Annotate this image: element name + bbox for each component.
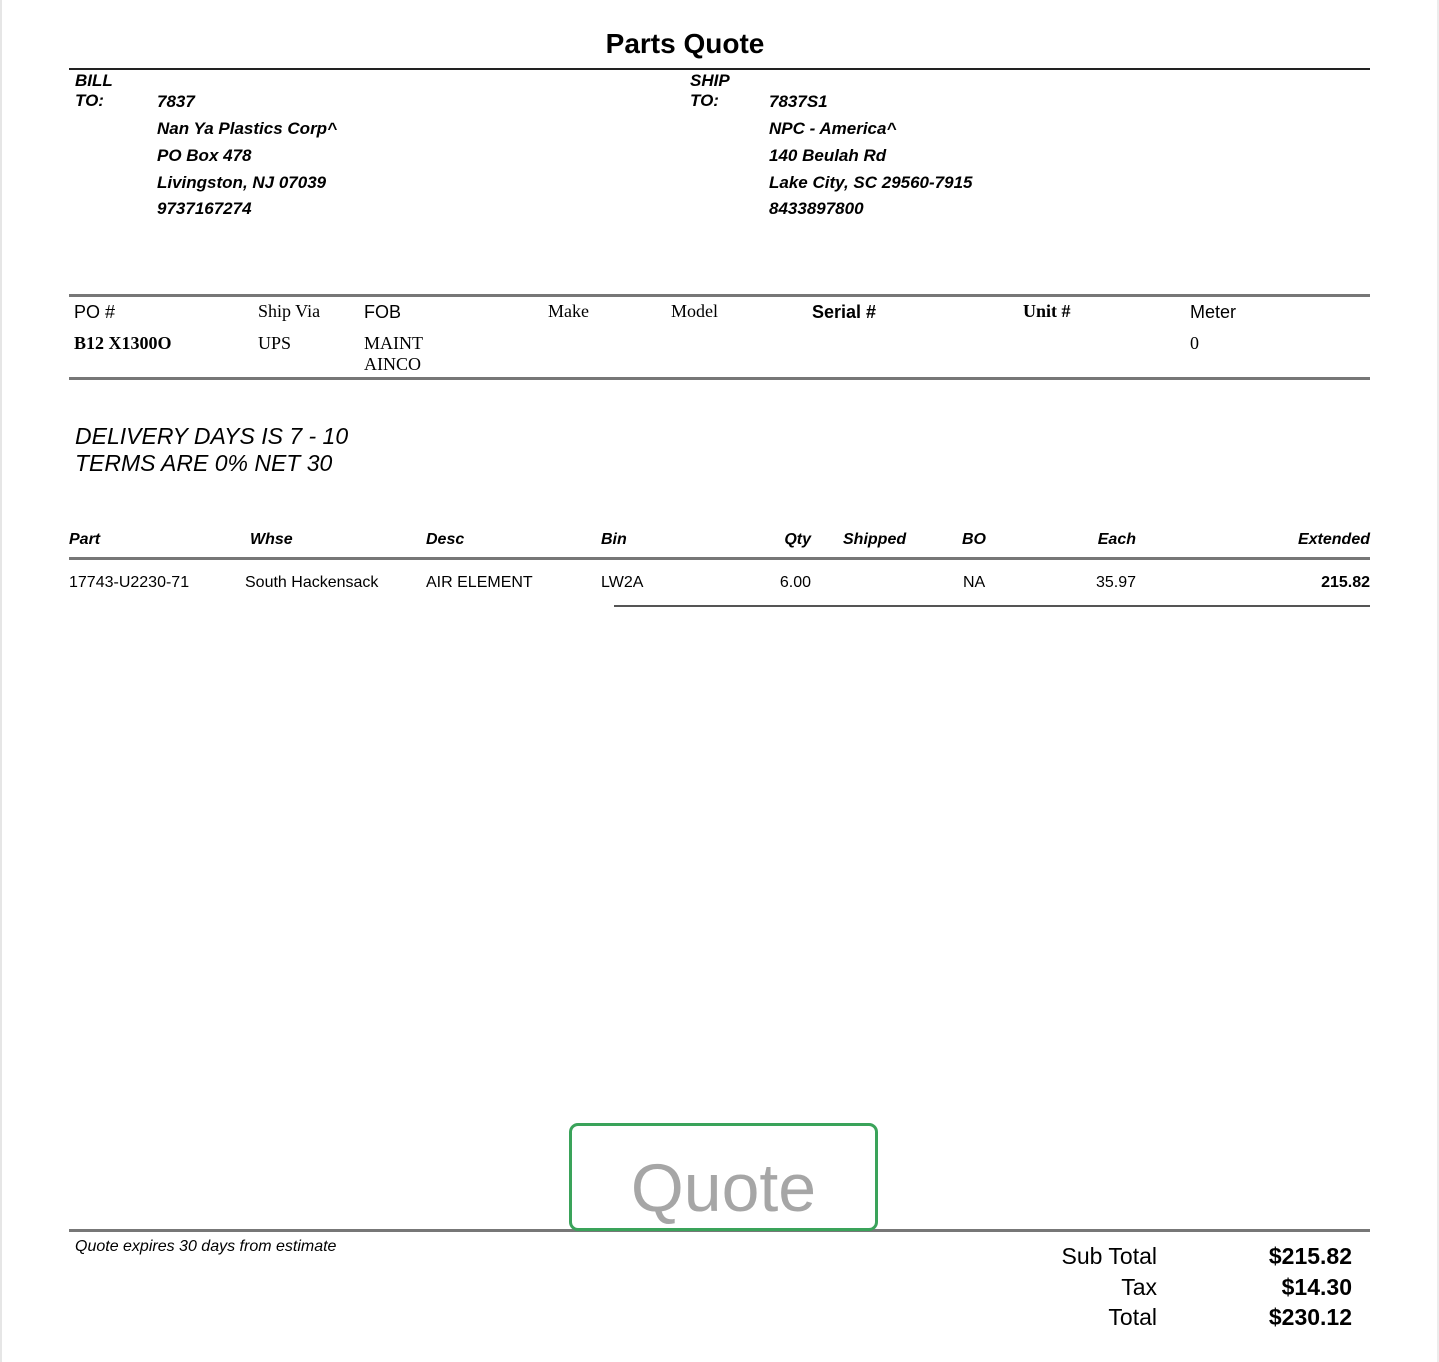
delivery-days-note: DELIVERY DAYS IS 7 - 10: [75, 423, 349, 449]
ship-to-name: NPC - America^: [769, 119, 897, 138]
meter-value: 0: [1190, 333, 1199, 353]
row-desc: AIR ELEMENT: [426, 574, 533, 591]
col-each: Each: [1097, 531, 1136, 548]
col-desc: Desc: [426, 531, 465, 548]
col-extended: Extended: [1297, 531, 1370, 548]
order-info-bottom-rule: [69, 377, 1370, 380]
row-extended: 215.82: [1321, 574, 1370, 591]
bill-to-phone: 9737167274: [157, 199, 252, 218]
bill-to-account: 7837: [157, 92, 195, 111]
col-part: Part: [69, 531, 101, 548]
row-whse: South Hackensack: [245, 574, 379, 591]
page-left-edge: [0, 0, 2, 1362]
row-qty: 6.00: [779, 574, 811, 591]
row-bo: NA: [963, 574, 986, 591]
fob-value: MAINT AINCO: [364, 333, 423, 374]
ship-to-label: SHIP TO:: [690, 71, 730, 110]
subtotal-value: $215.82: [1268, 1243, 1352, 1269]
title-rule: [69, 68, 1370, 70]
ship-via-header: Ship Via: [258, 301, 321, 321]
po-header: PO #: [74, 302, 116, 322]
payment-terms-note: TERMS ARE 0% NET 30: [75, 450, 333, 476]
model-header: Model: [671, 301, 718, 321]
ship-to-street: 140 Beulah Rd: [769, 146, 887, 165]
row-bin: LW2A: [601, 574, 644, 591]
quote-stamp-text: Quote: [630, 1150, 817, 1226]
ship-to-account: 7837S1: [769, 92, 828, 111]
tax-label: Tax: [1121, 1274, 1157, 1300]
ship-to-phone: 8433897800: [769, 199, 864, 218]
items-subtotal-rule: [614, 605, 1370, 607]
unit-header: Unit #: [1023, 301, 1071, 321]
tax-value: $14.30: [1281, 1274, 1352, 1300]
items-header-rule: [69, 557, 1370, 560]
bill-to-street: PO Box 478: [157, 146, 252, 165]
subtotal-label: Sub Total: [1061, 1243, 1157, 1269]
col-bo: BO: [962, 531, 986, 548]
quote-stamp: [569, 1123, 878, 1231]
po-value: B12 X1300O: [74, 333, 172, 353]
bill-to-name: Nan Ya Plastics Corp^: [157, 119, 337, 138]
expiry-note: Quote expires 30 days from estimate: [75, 1238, 337, 1255]
bill-to-city: Livingston, NJ 07039: [157, 173, 327, 192]
total-label: Total: [1108, 1304, 1157, 1330]
col-whse: Whse: [250, 531, 293, 548]
col-qty: Qty: [784, 531, 811, 548]
serial-header: Serial #: [812, 302, 877, 322]
col-shipped: Shipped: [843, 531, 907, 548]
col-bin: Bin: [601, 531, 627, 548]
fob-header: FOB: [364, 302, 402, 322]
order-info-top-rule: [69, 294, 1370, 297]
total-value: $230.12: [1268, 1304, 1352, 1330]
make-header: Make: [548, 301, 589, 321]
meter-header: Meter: [1190, 302, 1237, 322]
row-part: 17743-U2230-71: [69, 574, 190, 591]
ship-via-value: UPS: [258, 333, 292, 353]
ship-to-city: Lake City, SC 29560-7915: [769, 173, 973, 192]
document-title: Parts Quote: [605, 28, 765, 59]
terms-notes: [75, 423, 348, 477]
bill-to-label: BILL TO:: [75, 71, 113, 110]
row-each: 35.97: [1095, 574, 1136, 591]
